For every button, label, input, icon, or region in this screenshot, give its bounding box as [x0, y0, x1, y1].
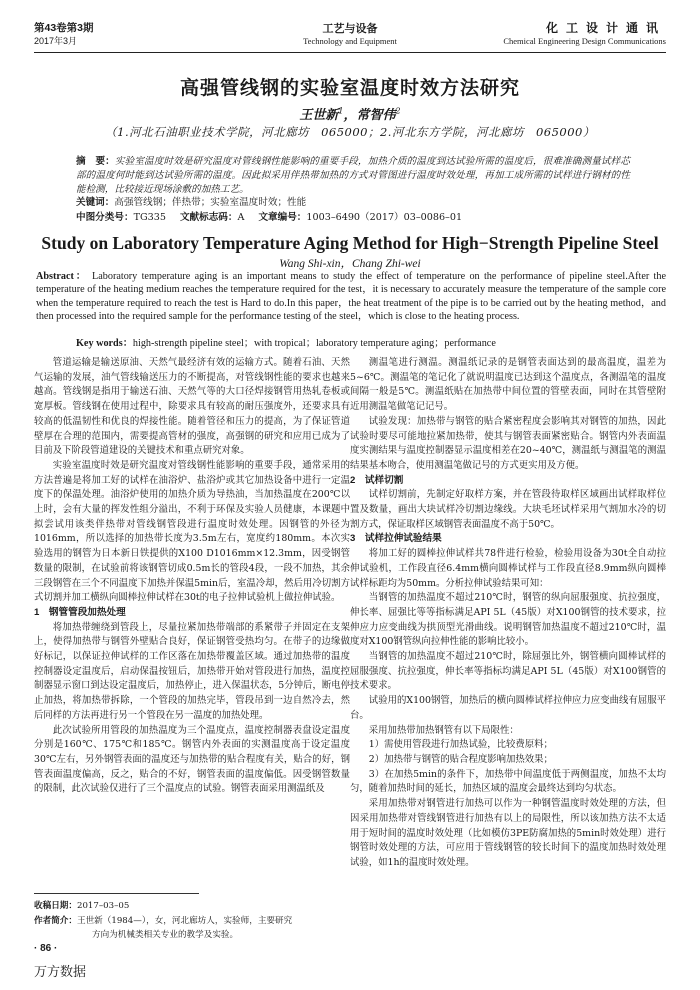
received-value: 2017–03–05	[76, 901, 130, 911]
section-title-cn: 工艺与设备	[322, 22, 378, 35]
body-column-left	[34, 356, 350, 797]
author-2-affil-mark: 2	[395, 106, 401, 116]
clc-label: 中图分类号：	[76, 212, 134, 223]
abstract-cn	[76, 155, 630, 197]
header-divider	[34, 52, 666, 53]
keywords-cn	[76, 196, 630, 210]
paragraph: 测温笔进行测温。测温纸记录的是钢管表面达到的最高温度，温差为5~6℃。测温笔的笔记化了就说明温度已达到这个温度点，各测温笔的温度间隔一般是5℃。测温纸贴在加热带中间位置的管壁表面，同时在其管壁附近用测温笔做笔记记号。	[350, 357, 666, 413]
paragraph: 管道运输是输送原油、天然气最经济有效的运输方式。随着石油、天然气运输的发展，油气管线输送压力的不断提高，对管线钢性能的要求也越来越高。管线钢是指用于输送石油、天然气等的大口径焊接钢管用热轧卷板或宽厚板。管线钢在使用过程中，除要求具有较高的耐压强度外，还要求具有较高的低温韧性和优良的焊接性能。随着管径和压力的提高，为了保证管道壁厚在合理的范围内，需要提高管材的强度，高强钢的研究和应用已成为了目前及下阶段管道建设的关键技术和重点研究对象。	[34, 357, 350, 457]
keywords-en-label: Key words：	[76, 338, 133, 349]
section-heading: 1 钢管管段加热处理	[34, 606, 126, 618]
clc-code: TG335	[133, 212, 166, 223]
section-heading: 2 试样切割	[350, 474, 404, 486]
journal-info	[503, 22, 666, 48]
article-id: 1003–6490（2017）03–0086–01	[306, 212, 463, 223]
abstract-cn-text: 实验室温度时效是研究温度对管线钢性能影响的重要手段，加热介质的温度到达试验所需的温度后，很难准确测量试样芯部的温度何时能到达试验所需的温度。因此拟采用伴热带加热的方式对管图进行温度时效处理，再加工成所需的试样进行钢材的性能检测，比较接近现场涂敷的加热工艺。	[76, 156, 631, 195]
list-item: 2）加热带与钢管的贴合程度影响加热效果；	[368, 753, 553, 765]
paragraph: 将加工好的圆棒拉伸试样共78件进行检验，检验用设备为30t全自动拉伸试验机，工作段直径6.4mm横向圆棒试样与工作段直径8.9mm纵向圆棒试样标距均为50mm。分析拉伸试验结果可知：	[350, 548, 666, 589]
received-date	[34, 898, 350, 913]
author-2: 常智伟	[356, 108, 396, 123]
journal-name-en: Chemical Engineering Design Communications	[503, 36, 666, 46]
abstract-en	[36, 270, 666, 324]
body-column-right	[350, 356, 666, 871]
page-header	[34, 22, 666, 56]
paragraph: 采用加热带加热钢管有以下局限性：	[368, 724, 519, 736]
journal-name-cn: 化工设计通讯	[545, 21, 666, 35]
footnotes	[34, 898, 350, 942]
paragraph: 实验室温度时效是研究温度对管线钢性能影响的重要手段，通常采用的方法普遍是将加工好的试样在油浴炉、盐浴炉或其它加热设备中进行一定温度下的保温处理。油浴炉使用的加热介质为导热油，当加热温度在200℃以上时，会有大量的挥发性组分溢出，不利于环保及实验人员健康，本课题中拟尝试用该类伴热带对管线钢管段进行温度时效处理。因钢管的外径为1016mm，所以选择的加热带长度为3.5m左右，宽度约180mm。本次实验选用的钢管为日本新日铁提供的X100 D1016mm×12.3mm，因受钢管数量的限制，在试验前将该钢管切成0.5m长的管段4段，一段不加热，其余三段钢管在三个不同温度下加热并保温5min后，室温冷却，然后用冷切割方式切割并加工横纵向圆棒拉伸试样在30t的电子拉伸试验机上做拉伸试验。	[34, 459, 350, 604]
volume-label: 第43卷第3期	[34, 22, 94, 34]
author-separator: ，	[343, 108, 357, 123]
author-bio	[34, 913, 350, 928]
paragraph: 将加热带缠绕到管段上，尽量拉紧加热带端部的系紧带子并固定在支架上，使得加热带与钢管外壁贴合良好，保证钢管受热均匀。在带子的边缘做好标记，以保证拉伸试样的工作区落在加热带覆盖区域。通过加热带的温度控制器设定温度后，启动保温按钮后，加热带开始对管段进行加热，温度控制器显示窗口到达设定温度后，加热停止，进入保温状态，5分钟后，断电停止加热，将加热带拆除，一个管段的加热完毕，管段吊到一边自然冷去，然后同样的方法再进行另一个管段在另一温度的加热处理。	[34, 621, 350, 721]
classification-line	[76, 211, 630, 225]
doc-code: A	[237, 212, 245, 223]
footnote-divider	[34, 893, 199, 894]
paragraph: 采用加热带对钢管进行加热可以作为一种钢管温度时效处理的方法，但因采用加热带对管线钢管进行加热有以上的局限性，所以该加热方法不太适用于短时间的温度时效处理（比如模仿3PE防腐加热的5min时效处理）进行钢管时效处理的方法，可应用于管线钢管的较长时间下的温度加热时效处理试验，如1h的温度时效处理。	[350, 798, 666, 868]
paragraph: 当钢管的加热温度不超过210℃时，钢管的纵向屈服强度、抗拉强度，伸长率、屈强比等等指标满足API 5L（45版）对X100钢管的技术要求，拉伸应力应变曲线为拱顶型光滑曲线。说明钢管加热温度不超过210℃时，温度对X100钢管纵向拉伸性能的影响比较小。	[350, 592, 666, 648]
authors-en: Wang Shi-xin，Chang Zhi-wei	[279, 258, 421, 270]
paper-title-en: Study on Laboratory Temperature Aging Method for High−Strength Pipeline Steel	[41, 233, 659, 253]
author-1: 王世新	[299, 108, 339, 123]
doc-code-label: 文献标志码：	[179, 212, 238, 223]
affiliations-cn: （1.河北石油职业技术学院，河北廊坊 065000；2.河北东方学院，河北廊坊 065000）	[105, 125, 595, 139]
author-bio-text: 王世新（1984—），女，河北廊坊人，实验师，主要研究	[76, 916, 293, 926]
keywords-cn-label: 关键词：	[76, 197, 115, 208]
list-item: 3）在加热5min的条件下，加热带中间温度低于两侧温度，加热不太均匀，随着加热时间的延长，加热区域的温度会最终达到均匀状态。	[350, 768, 666, 795]
paragraph: 此次试验所用管段的加热温度为三个温度点，温度控制器表盘设定温度分别是160℃、175℃和185℃。钢管内外表面的实测温度高于设定温度30℃左右，另外钢管表面的温度还与加热带的贴合程度有关，贴合的好，钢管表面温度偏高，反之，贴合的不好，钢管表面的温度偏低。因受钢管数量的限制，此次试验仅进行了三个温度点的试验。钢管表面采用测温纸及	[34, 724, 350, 795]
author-bio-text-cont: 方向为机械类相关专业的教学及实验。	[92, 930, 239, 940]
list-item: 1）需使用管段进行加热试验，比较费原料；	[368, 739, 553, 751]
issue-date: 2017年3月	[34, 36, 78, 46]
paper-title-cn: 高强管线钢的实验室温度时效方法研究	[179, 77, 520, 99]
paragraph: 试验用的X100钢管，加热后的横向圆棒试样拉伸应力应变曲线有屈服平台。	[350, 695, 666, 721]
received-label: 收稿日期：	[34, 900, 77, 910]
page-number: · 86 ·	[34, 943, 58, 954]
paragraph: 试验发现：加热带与钢管的贴合紧密程度会影响其对钢管的加热，因此试验时要尽可能地拉紧加热带，使其与钢管表面紧密贴合。钢管内外表面温度实测结果与温度控制器显示温度相差在20~40℃，测温纸与测温笔的测温结果基本吻合，使用测温笔做记号的方式更实用及方便。	[350, 415, 666, 471]
section-title-en: Technology and Equipment	[303, 36, 397, 46]
section-heading: 3 试样拉伸试验结果	[350, 533, 442, 545]
paragraph: 试样切割前，先制定好取样方案，并在管段待取样区域画出试样取样位置及数量，画出大块试样冷切割边缘线。大块毛坯试样采用气割加水冷的切割方式，保证取样区域钢管表面温度不高于50℃。	[350, 489, 666, 530]
abstract-cn-label: 摘 要：	[76, 156, 115, 167]
keywords-cn-text: 高强管线钢；伴热带；实验室温度时效；性能	[114, 197, 307, 208]
article-id-label: 文章编号：	[258, 212, 307, 223]
author-1-affil-mark: 1	[338, 106, 344, 116]
keywords-en-text: high-strength pipeline steel；with tropical；laboratory temperature aging；performance	[132, 338, 496, 349]
authors-cn	[0, 104, 700, 123]
abstract-en-text: Laboratory temperature aging is an important means to study the effect of temperature on the performance of pipeline steel.After the temperature of the heating medium reaches the temperature required for the test，it is necessary to accurately measure the temperature of the sample core when the temperature required to reach the test is Hard to do.In this paper，the heat treatment of the pipe is to be carried out by the heating method，and then processed into the required sample for the performance testing of the steel，which is close to the heating process.	[36, 271, 667, 323]
paragraph: 当钢管的加热温度不超过210℃时，除屈强比外，钢管横向圆棒试样的屈服强度、抗拉强度，伸长率等指标均满足API 5L（45版）对X100钢管的技术要求。	[350, 651, 666, 692]
keywords-en	[76, 337, 666, 350]
abstract-en-label: Abstract：	[36, 271, 88, 282]
author-bio-label: 作者简介：	[34, 915, 77, 925]
watermark: 万方数据	[34, 965, 87, 980]
